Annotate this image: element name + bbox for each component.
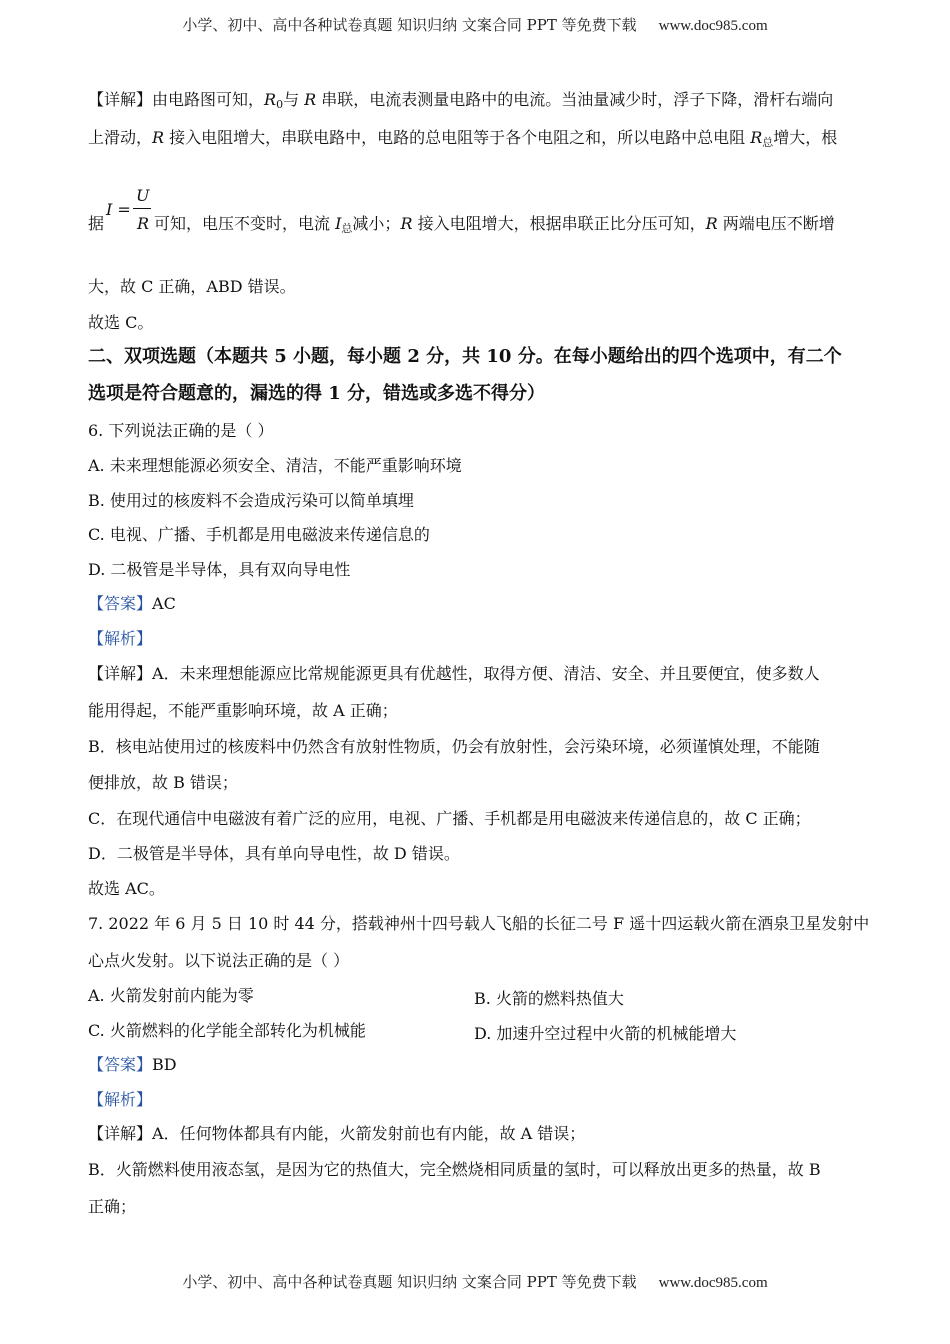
q5-text: 据 — [88, 214, 105, 233]
q7-answer — [88, 1055, 177, 1075]
header-site: www.doc985.com — [658, 18, 768, 34]
q5-text: 接入电阻增大，串联电路中，电路的总电阻等于各个电阻之和，所以电路中总电阻 — [164, 128, 751, 147]
i-total-subscript: 总 — [341, 222, 353, 235]
q5-text: 上滑动， — [88, 128, 153, 147]
q7-detail-line-1 — [88, 1124, 585, 1144]
q5-detail-line-4: 大，故 C 正确，ABD 错误。 — [88, 277, 296, 296]
page-footer — [0, 1271, 950, 1292]
q5-text: 减小； — [352, 214, 401, 233]
answer-tag: 【答案】 — [88, 594, 153, 613]
q6-detail-line-6: D．二极管是半导体，具有单向导电性，故 D 错误。 — [88, 844, 460, 863]
q5-detail-line-1 — [88, 90, 833, 115]
r-symbol: R — [400, 214, 413, 233]
q5-text: 两端电压不断增 — [717, 214, 835, 233]
formula-lhs: I = — [106, 200, 131, 219]
q6-detail-line-5: C．在现代通信中电磁波有着广泛的应用，电视、广播、手机都是用电磁波来传递信息的，故 C 正确； — [88, 809, 811, 828]
q6-detail-line-3: B．核电站使用过的核废料中仍然含有放射性物质，仍会有放射性，会污染环境，必须谨慎处理，不能随 — [88, 737, 820, 756]
q7-option-d: D. 加速升空过程中火箭的机械能增大 — [474, 1024, 737, 1043]
q6-option-c: C. 电视、广播、手机都是用电磁波来传递信息的 — [88, 525, 430, 544]
q7-text: A．任何物体都具有内能，火箭发射前也有内能，故 A 错误； — [152, 1124, 586, 1143]
q6-answer-value: AC — [152, 594, 176, 613]
q5-text: 串联，电流表测量电路中的电流。当油量减少时，浮子下降，滑杆右端向 — [316, 90, 834, 109]
page-header — [0, 14, 950, 35]
q7-analysis-tag: 【解析】 — [88, 1090, 153, 1109]
formula-denominator: R — [137, 214, 150, 233]
q6-answer — [88, 594, 176, 614]
section-2-heading-line-2: 选项是符合题意的，漏选的得 1 分，错选或多选不得分） — [88, 383, 546, 404]
q7-stem-line-2: 心点火发射。以下说法正确的是（ ） — [88, 951, 350, 970]
i-symbol: I — [335, 214, 342, 233]
q6-conclusion: 故选 AC。 — [88, 879, 165, 898]
r-symbol: R — [705, 214, 718, 233]
q5-conclusion: 故选 C。 — [88, 313, 154, 332]
header-text: 小学、初中、高中各种试卷真题 知识归纳 文案合同 PPT 等免费下载 — [182, 16, 637, 34]
detail-tag: 【详解】 — [88, 664, 153, 683]
q6-option-a: A. 未来理想能源必须安全、清洁，不能严重影响环境 — [88, 456, 462, 475]
q7-answer-value: BD — [152, 1055, 177, 1074]
footer-site: www.doc985.com — [658, 1275, 768, 1291]
q5-text: 与 — [283, 90, 305, 109]
q6-detail-line-1 — [88, 664, 820, 684]
q6-text: A．未来理想能源应比常规能源更具有优越性，取得方便、清洁、安全、并且要便宜，使多数人 — [152, 664, 820, 683]
q7-option-a: A. 火箭发射前内能为零 — [88, 986, 254, 1005]
r-symbol: R — [152, 128, 165, 147]
r0-symbol: R — [264, 90, 277, 109]
r-symbol: R — [750, 128, 763, 147]
q5-detail-line-3b — [154, 214, 835, 239]
r-total-subscript: 总 — [762, 136, 774, 149]
q6-detail-line-4: 便排放，故 B 错误； — [88, 773, 238, 792]
q6-detail-line-2: 能用得起，不能严重影响环境，故 A 正确； — [88, 701, 398, 720]
q5-detail-line-3a — [88, 214, 104, 234]
q7-option-c: C. 火箭燃料的化学能全部转化为机械能 — [88, 1021, 366, 1040]
q7-stem-line-1: 7. 2022 年 6 月 5 日 10 时 44 分，搭载神州十四号载人飞船的长征二号 F 遥十四运载火箭在酒泉卫星发射中 — [88, 914, 870, 933]
q5-text: 接入电阻增大，根据串联正比分压可知， — [412, 214, 706, 233]
detail-tag: 【详解】 — [88, 1124, 153, 1143]
detail-tag: 【详解】 — [88, 90, 153, 109]
q7-detail-line-2: B．火箭燃料使用液态氢，是因为它的热值大，完全燃烧相同质量的氢时，可以释放出更多的热量，故 B — [88, 1160, 821, 1179]
q7-detail-line-3: 正确； — [88, 1197, 137, 1216]
r-symbol: R — [304, 90, 317, 109]
section-2-heading-line-1: 二、双项选题（本题共 5 小题，每小题 2 分，共 10 分。在每小题给出的四个选项中，有二个 — [88, 346, 842, 367]
q7-option-b: B. 火箭的燃料热值大 — [474, 989, 624, 1008]
formula-fraction-bar — [133, 208, 151, 209]
formula-numerator: U — [136, 186, 150, 205]
q5-text: 增大，根 — [773, 128, 838, 147]
answer-tag: 【答案】 — [88, 1055, 153, 1074]
q6-option-b: B. 使用过的核废料不会造成污染可以简单填埋 — [88, 491, 414, 510]
q6-analysis-tag: 【解析】 — [88, 629, 153, 648]
q6-stem: 6. 下列说法正确的是（ ） — [88, 421, 274, 440]
q5-detail-line-2 — [88, 128, 837, 153]
q5-text: 由电路图可知， — [152, 90, 265, 109]
q6-option-d: D. 二极管是半导体，具有双向导电性 — [88, 560, 351, 579]
q5-text: 可知，电压不变时，电流 — [154, 214, 336, 233]
r0-subscript: 0 — [276, 98, 284, 111]
footer-text: 小学、初中、高中各种试卷真题 知识归纳 文案合同 PPT 等免费下载 — [182, 1273, 637, 1291]
